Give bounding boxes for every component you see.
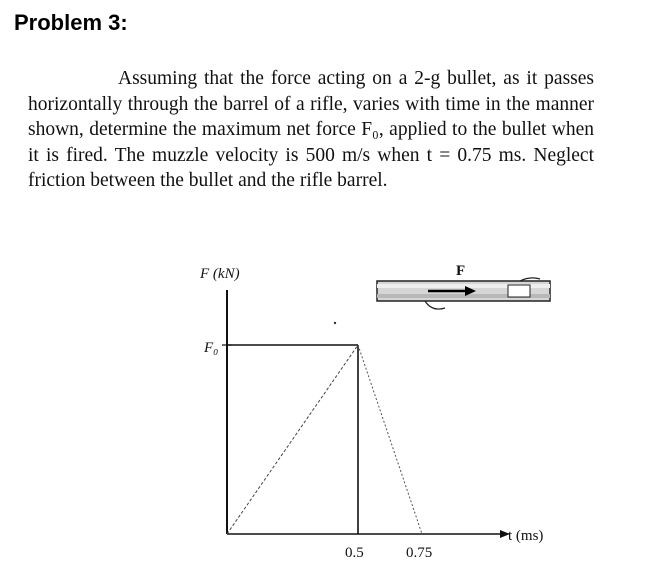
tick-label-0.75: 0.75 <box>406 545 433 561</box>
stray-dot <box>334 322 336 324</box>
rifle-force-label: F <box>456 263 466 279</box>
ramp-line <box>227 345 358 534</box>
x-axis-label: t (ms) <box>508 528 544 544</box>
y-axis-label: F (kN) <box>200 266 240 282</box>
tick-label-0.5: 0.5 <box>345 545 364 561</box>
rifle-barrel-sketch <box>377 278 550 309</box>
problem-statement: Assuming that the force acting on a 2-g bullet, as it passes horizontally through the barrel of a rifle, varies with time in the manner shown, determine the maximum net force F₀, applied to the bullet when it is fired. The muzzle velocity is 500 m/s when t = 0.75 ms. Neglect friction between the bullet and the rifle barrel. <box>28 68 594 191</box>
peak-force-label: F₀ <box>204 340 219 356</box>
problem-heading: Problem 3: <box>14 10 128 35</box>
decay-line <box>358 345 422 534</box>
